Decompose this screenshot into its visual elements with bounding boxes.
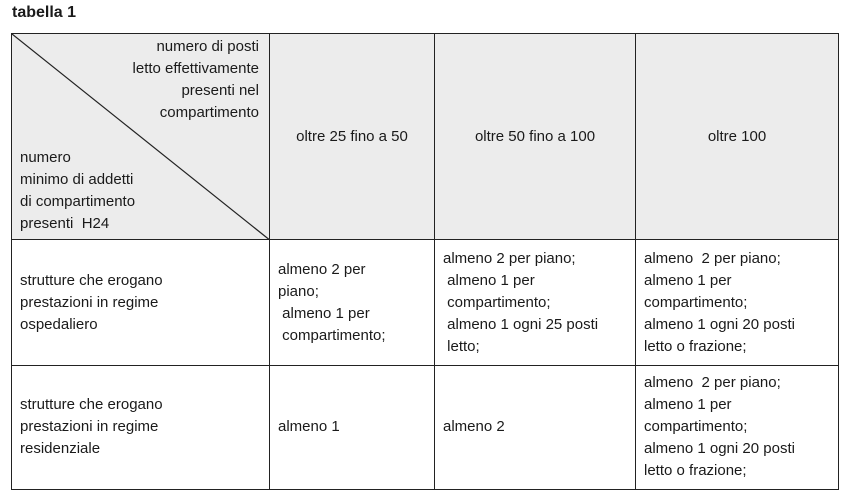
corner-top-line: compartimento <box>159 104 259 121</box>
row-header-line: strutture che erogano <box>20 271 163 289</box>
cell-line: almeno 2 per piano; <box>644 249 781 267</box>
row-header-line: ospedaliero <box>20 315 98 333</box>
column-header: oltre 100 <box>636 34 839 240</box>
row-header <box>12 240 270 365</box>
cell-line: piano; <box>278 282 319 300</box>
table-cell <box>435 240 636 365</box>
table-cell <box>270 240 435 365</box>
cell-line: compartimento; <box>443 293 551 311</box>
cell-line: letto; <box>443 337 480 355</box>
table-cell <box>435 365 636 489</box>
cell-line: almeno 1 ogni 25 posti <box>443 315 599 333</box>
cell-line: almeno 2 per piano; <box>644 374 781 392</box>
row-header-line: residenziale <box>20 440 101 458</box>
cell-line: almeno 2 <box>443 418 505 436</box>
cell-line: almeno 1 ogni 20 posti <box>644 440 795 458</box>
table-row <box>12 240 839 365</box>
row-header-line: prestazioni in regime <box>20 293 159 311</box>
cell-line: almeno 1 ogni 20 posti <box>644 315 795 333</box>
cell-line: almeno 2 per piano; <box>443 249 576 267</box>
row-header <box>12 365 270 489</box>
table-cell <box>270 365 435 489</box>
corner-bottom-line: minimo di addetti <box>20 171 134 189</box>
cell-line: compartimento; <box>278 326 386 344</box>
corner-top-line: numero di posti <box>156 38 259 55</box>
corner-top-line: letto effettivamente <box>132 60 259 77</box>
table-row <box>12 365 839 489</box>
cell-line: almeno 1 per <box>644 271 732 289</box>
row-header-line: prestazioni in regime <box>20 418 159 436</box>
cell-line: compartimento; <box>644 418 748 436</box>
cell-line: almeno 2 per <box>278 260 366 278</box>
corner-top-label <box>133 36 259 124</box>
cell-line: almeno 1 per <box>278 304 370 322</box>
corner-bottom-line: presenti H24 <box>20 215 110 233</box>
corner-top-line: presenti nel <box>181 82 259 99</box>
row-header-line: strutture che erogano <box>20 396 163 414</box>
staffing-table <box>11 33 839 490</box>
table-cell <box>636 240 839 365</box>
corner-bottom-line: numero <box>20 149 71 167</box>
corner-bottom-label <box>20 147 135 235</box>
table-title: tabella 1 <box>12 4 77 21</box>
cell-line: letto o frazione; <box>644 337 747 355</box>
column-header: oltre 25 fino a 50 <box>270 34 435 240</box>
cell-line: compartimento; <box>644 293 748 311</box>
column-header: oltre 50 fino a 100 <box>435 34 636 240</box>
corner-bottom-line: di compartimento <box>20 193 136 211</box>
cell-line: letto o frazione; <box>644 462 747 480</box>
cell-line: almeno 1 per <box>443 271 535 289</box>
cell-line: almeno 1 per <box>644 396 732 414</box>
table-cell <box>636 365 839 489</box>
corner-header-cell <box>12 34 270 240</box>
cell-line: almeno 1 <box>278 418 340 436</box>
